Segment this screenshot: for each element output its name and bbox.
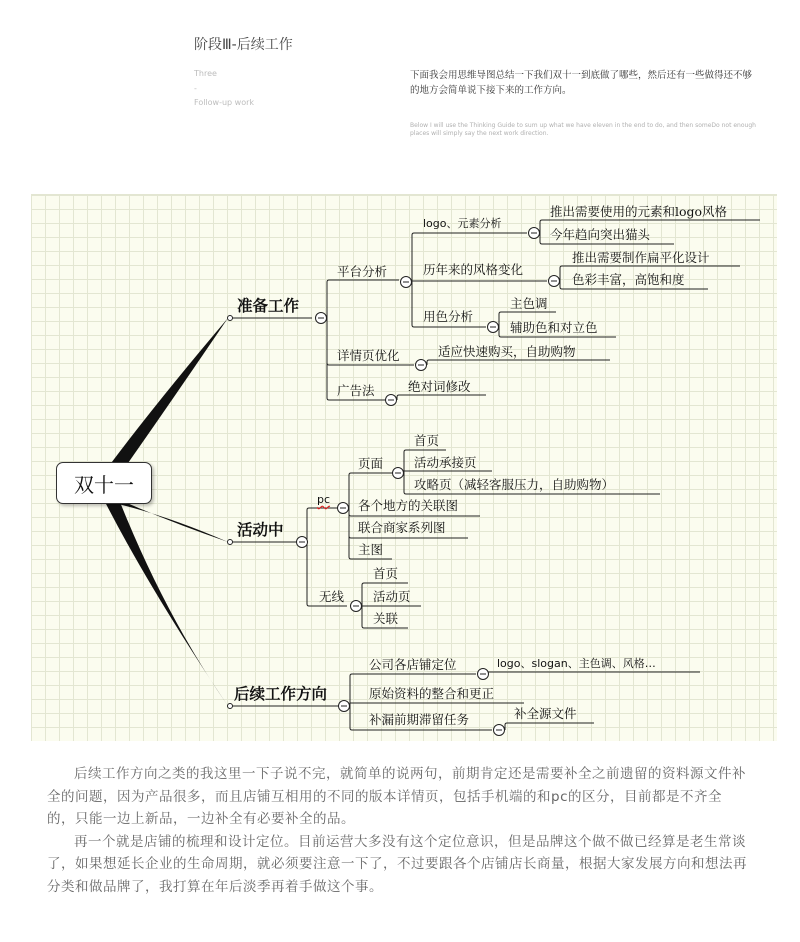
subtitle-line-2: - [194,84,197,93]
node-pc-c2[interactable]: 各个地方的关联图 [358,498,459,513]
intro-text-en: Below I will use the Thinking Guide to sum up what we have eleven in the end to do, and then someDo not enough places will simply say the next work direction. [410,122,756,137]
node-ad-c1[interactable]: 绝对词修改 [408,379,471,394]
node-follow[interactable]: 后续工作方向 [234,685,328,703]
branch-follow [104,500,228,706]
node-logo-c1[interactable]: 推出需要使用的元素和logo风格 [550,204,728,219]
node-platform[interactable]: 平台分析 [337,264,388,279]
node-f2[interactable]: 原始资料的整合和更正 [369,686,495,701]
node-logo-c2[interactable]: 今年趋向突出猫头 [550,227,651,242]
node-during[interactable]: 活动中 [237,521,284,539]
mindmap-root[interactable]: 双十一 [56,462,152,504]
node-f1[interactable]: 公司各店铺定位 [369,657,457,672]
node-logo-analysis[interactable]: logo、元素分析 [423,217,502,230]
node-pc[interactable]: pc [317,493,331,506]
node-detail-c1[interactable]: 适应快速购买，自助购物 [438,344,576,359]
node-history[interactable]: 历年来的风格变化 [423,262,524,277]
subtitle-line-1: Three [194,69,217,78]
node-history-c1[interactable]: 推出需要制作扁平化设计 [572,250,710,265]
node-color-c2[interactable]: 辅助色和对立色 [510,320,598,335]
paragraph-2: 再一个就是店铺的梳理和设计定位。目前运营大多没有这个定位意识，但是品牌这个做不做已经算是老生常谈了，如果想延长企业的生命周期，就必须要注意一下了，不过要跟各个店铺店长商量，根据大家发展方向和想法再分类和做品牌了，我打算在年后淡季再着手做这个事。 [47,833,747,895]
node-color[interactable]: 用色分析 [423,309,474,324]
node-wl-c1[interactable]: 首页 [373,566,399,581]
node-wireless[interactable]: 无线 [319,589,345,604]
subtitle-line-3: Follow-up work [194,98,255,107]
node-detail[interactable]: 详情页优化 [337,348,400,363]
node-pc-c3[interactable]: 联合商家系列图 [358,520,446,535]
node-page-c2[interactable]: 活动承接页 [414,455,477,470]
node-page[interactable]: 页面 [358,456,384,471]
branch-prep [100,318,228,480]
node-page-c3[interactable]: 攻略页（减轻客服压力，自助购物） [414,477,615,492]
node-history-c2[interactable]: 色彩丰富，高饱和度 [572,272,685,287]
body-text [47,763,747,898]
node-wl-c2[interactable]: 活动页 [373,589,411,604]
node-ad-law[interactable]: 广告法 [337,383,375,398]
node-color-c1[interactable]: 主色调 [510,296,548,311]
node-prep[interactable]: 准备工作 [237,297,300,315]
node-pc-c4[interactable]: 主图 [358,542,384,557]
node-f3-c1[interactable]: 补全源文件 [514,706,577,721]
node-wl-c3[interactable]: 关联 [373,611,399,626]
node-page-c1[interactable]: 首页 [414,433,440,448]
node-f1-c1[interactable]: logo、slogan、主色调、风格… [497,657,656,670]
paragraph-1: 后续工作方向之类的我这里一下子说不完，就简单的说两句，前期肯定还是需要补全之前遗留的资料源文件补全的问题，因为产品很多，而且店铺互相用的不同的版本详情页，包括手机端的和pc的区分，目前都是不齐全的，只能一边上新品，一边补全有必要补全的品。 [47,766,746,827]
node-f3[interactable]: 补漏前期滞留任务 [369,712,470,727]
intro-text-cn: 下面我会用思维导图总结一下我们双十一到底做了哪些，然后还有一些做得还不够的地方会简单说下接下来的工作方向。 [410,70,753,96]
section-title: 阶段Ⅲ-后续工作 [194,37,293,53]
branch-during [118,500,228,542]
